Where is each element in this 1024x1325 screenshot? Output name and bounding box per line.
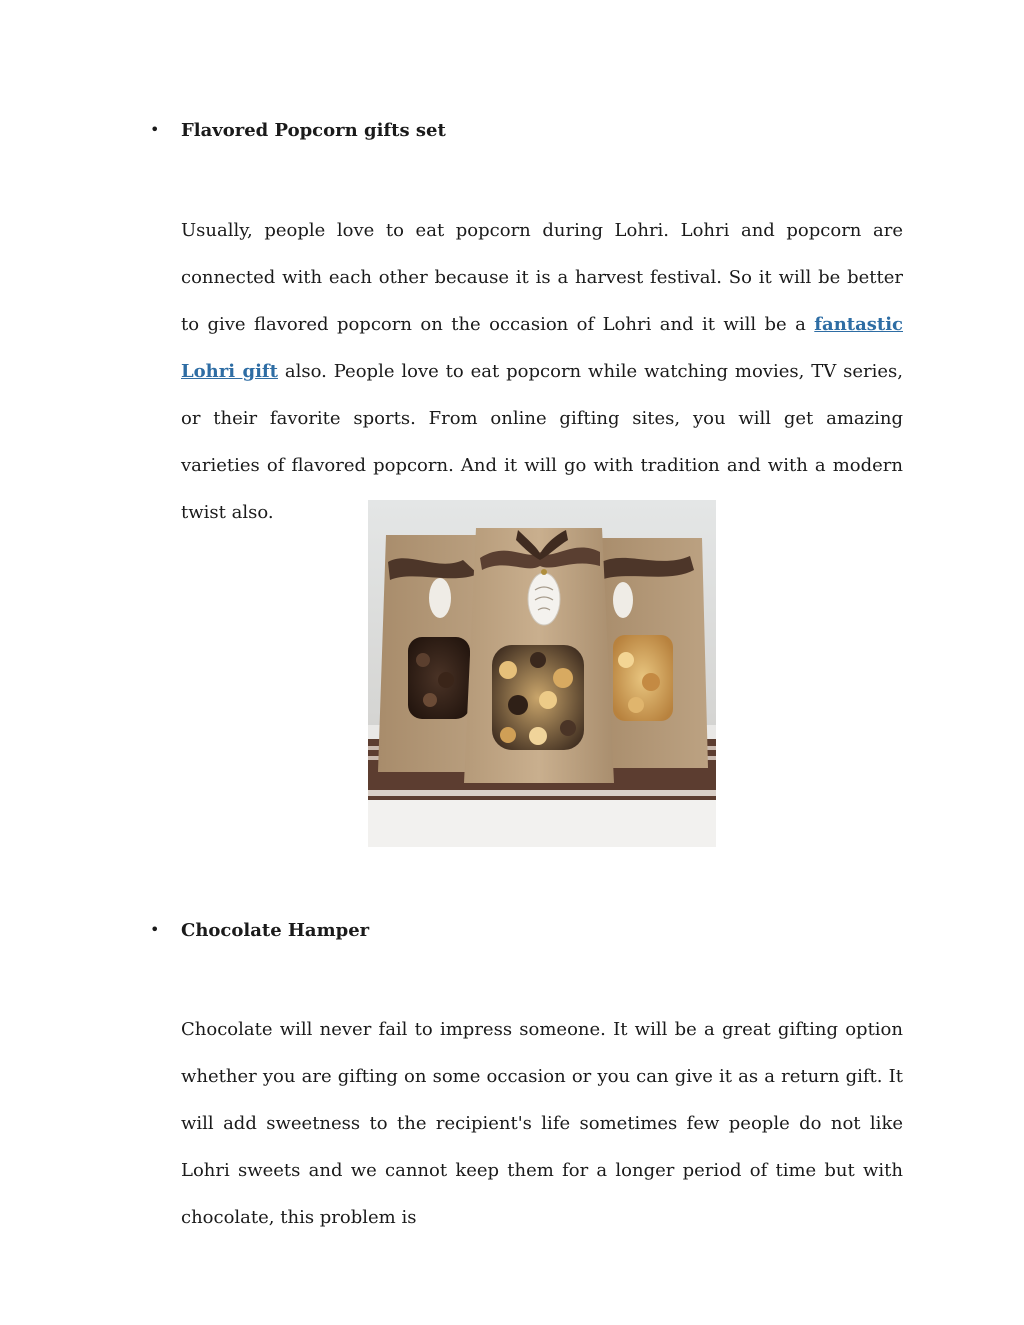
fantastic-lohri-gift-link[interactable]: fantastic Lohri gift — [181, 314, 903, 382]
bullet-icon: • — [150, 120, 160, 139]
section-heading-chocolate — [150, 920, 369, 941]
bullet-icon: • — [150, 920, 160, 939]
paragraph-text: Usually, people love to eat popcorn during Lohri. Lohri and popcorn are connected with each other because it is a harvest festival. So it will be better to give flavored popcorn on the occasion of Lohri and it will be a — [181, 220, 903, 335]
popcorn-paragraph — [181, 207, 903, 536]
section-heading-popcorn — [150, 120, 446, 141]
paragraph-text: also. People love to eat popcorn while watching movies, TV series, or their favorite sports. From online gifting sites, you will get amazing varieties of flavored popcorn. And it will go with tradition and with a modern twist also. — [181, 361, 903, 523]
chocolate-paragraph — [181, 1006, 903, 1241]
paragraph-text: Chocolate will never fail to impress someone. It will be a great gifting option whether you are gifting on some occasion or you can give it as a return gift. It will add sweetness to the recipient's life sometimes few people do not like Lohri sweets and we cannot keep them for a longer period of time but with chocolate, this problem is — [181, 1019, 903, 1228]
heading-text: Flavored Popcorn gifts set — [181, 120, 446, 141]
heading-text: Chocolate Hamper — [181, 920, 370, 941]
popcorn-bags-photo — [368, 500, 716, 847]
